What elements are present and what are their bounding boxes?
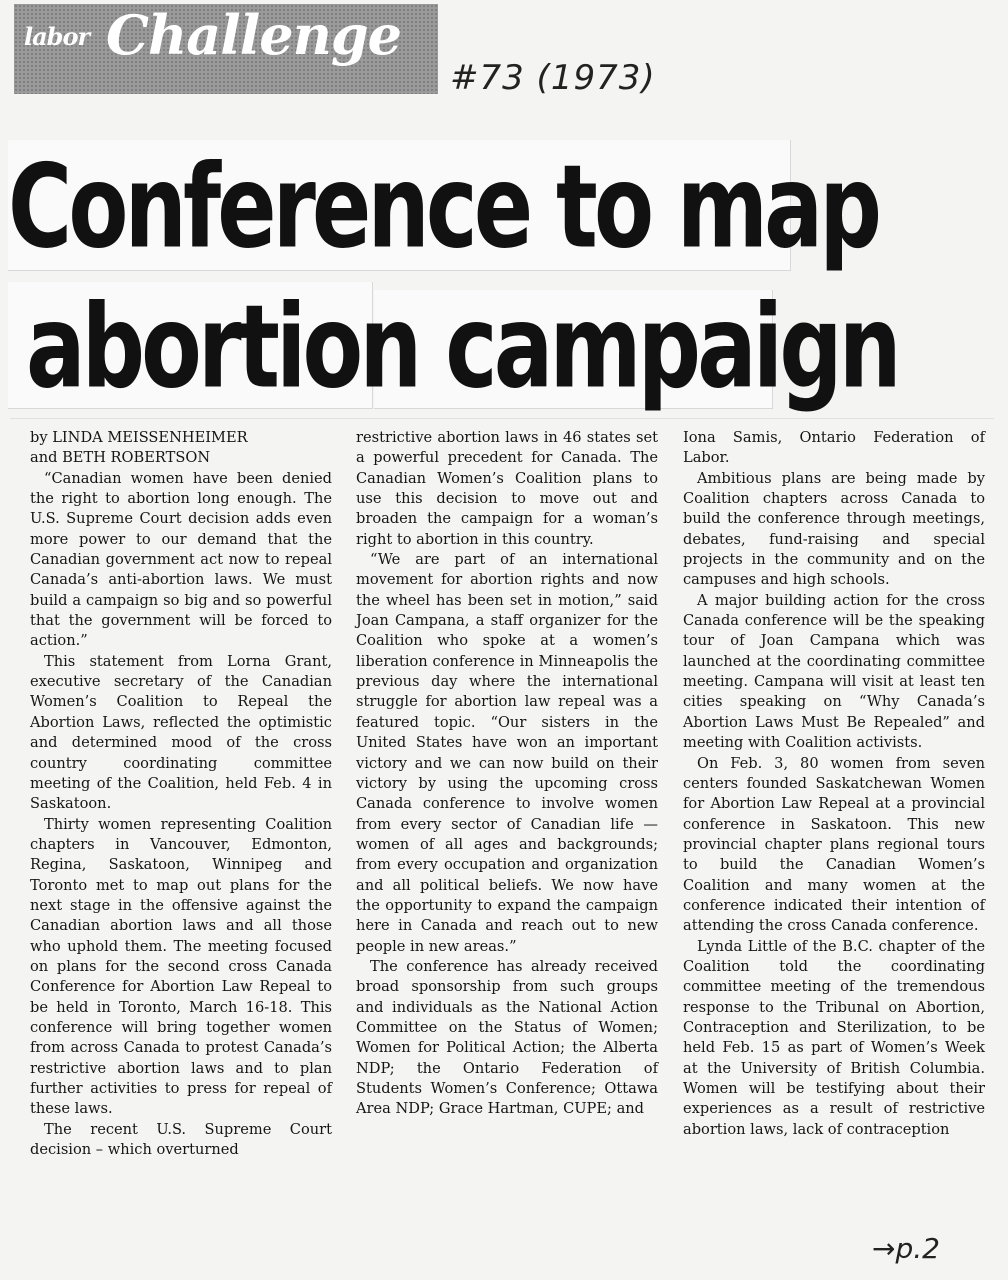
headline-line-1: Conference to map	[8, 140, 879, 274]
byline-author-2: and BETH ROBERTSON	[30, 449, 211, 467]
paragraph: This statement from Lorna Grant, executive secretary of the Canadian Women’s Coalition to Repeal the Abortion Laws, reflected the optimistic and determined mood of the cross country coordinating committee meeting of the Coalition, held Feb. 4 in Saskatoon.	[30, 652, 332, 813]
paragraph: Iona Samis, Ontario Federation of Labor.	[683, 429, 985, 467]
divider	[10, 418, 994, 419]
article-column-2	[356, 428, 658, 1120]
paragraph: The recent U.S. Supreme Court decision – which overturned	[30, 1120, 332, 1159]
headline-line-2: abortion campaign	[26, 280, 898, 414]
paragraph: “Canadian women have been denied the right to abortion long enough. The U.S. Supreme Court decision adds even more power to our demand that the Canadian government act now to repeal Canada’s anti-abortion laws. We must build a campaign so big and so powerful that the government will be forced to action.”	[30, 469, 332, 650]
masthead-labor: labor	[24, 22, 90, 51]
paragraph: “We are part of an international movement for abortion rights and now the wheel has been set in motion,” said Joan Campana, a staff organizer for the Coalition who spoke at a women’s liberation conference in Minneapolis the previous day where the international struggle for abortion law repeal was a featured topic. “Our sisters in the United States have won an important victory and we can now build on their victory by using the upcoming cross Canada conference to involve women from every sector of Canadian life — women of all ages and backgrounds; from every occupation and organization and all political beliefs. We now have the opportunity to expand the campaign here in Canada and reach out to new people in new areas.”	[356, 551, 658, 955]
paragraph: Lynda Little of the B.C. chapter of the Coalition told the coordinating committee meeting of the tremendous response to the Tribunal on Abortion, Contraception and Sterilization, to be held Feb. 15 as part of Women’s Week at the University of British Columbia. Women will be testifying about their experiences as a result of restrictive abortion laws, lack of contraception	[683, 937, 985, 1138]
paragraph: Thirty women representing Coalition chapters in Vancouver, Edmonton, Regina, Saskatoon, Winnipeg and Toronto met to map out plans for the next stage in the offensive against the Canadian abortion laws and all those who uphold them. The meeting focused on plans for the second cross Canada Conference for Abortion Law Repeal to be held in Toronto, March 16-18. This conference will bring together women from across Canada to protest Canada’s restrictive abortion laws and to plan further activities to press for repeal of these laws.	[30, 815, 332, 1118]
masthead-logo	[14, 4, 438, 94]
paragraph: On Feb. 3, 80 women from seven centers founded Saskatchewan Women for Abortion Law Repeal at a provincial conference in Saskatoon. This new provincial chapter plans regional tours to build the Canadian Women’s Coalition and many women at the conference indicated their intention of attending the cross Canada conference.	[683, 754, 985, 935]
article-column-3	[683, 428, 985, 1140]
article-column-1	[30, 428, 332, 1160]
masthead-challenge: Challenge	[106, 4, 401, 67]
handwritten-page-ref: →p.2	[872, 1232, 940, 1265]
handwritten-issue-note: #73 (1973)	[450, 58, 656, 98]
paragraph: Ambitious plans are being made by Coalition chapters across Canada to build the conference through meetings, debates, fund-raising and special projects in the community and on the campuses and high schools.	[683, 469, 985, 589]
paragraph: A major building action for the cross Canada conference will be the speaking tour of Joan Campana which was launched at the coordinating committee meeting. Campana will visit at least ten cities speaking on “Why Canada’s Abortion Laws Must Be Repealed” and meeting with Coalition activists.	[683, 591, 985, 752]
paragraph: restrictive abortion laws in 46 states set a powerful precedent for Canada. The Canadian Women’s Coalition plans to use this decision to move out and broaden the campaign for a woman’s right to abortion in this country.	[356, 429, 658, 548]
byline-author-1: by LINDA MEISSENHEIMER	[30, 429, 248, 446]
paragraph: The conference has already received broad sponsorship from such groups and individuals as the National Action Committee on the Status of Women; Women for Political Action; the Alberta NDP; the Ontario Federation of Students Women’s Conference; Ottawa Area NDP; Grace Hartman, CUPE; and	[356, 957, 658, 1118]
